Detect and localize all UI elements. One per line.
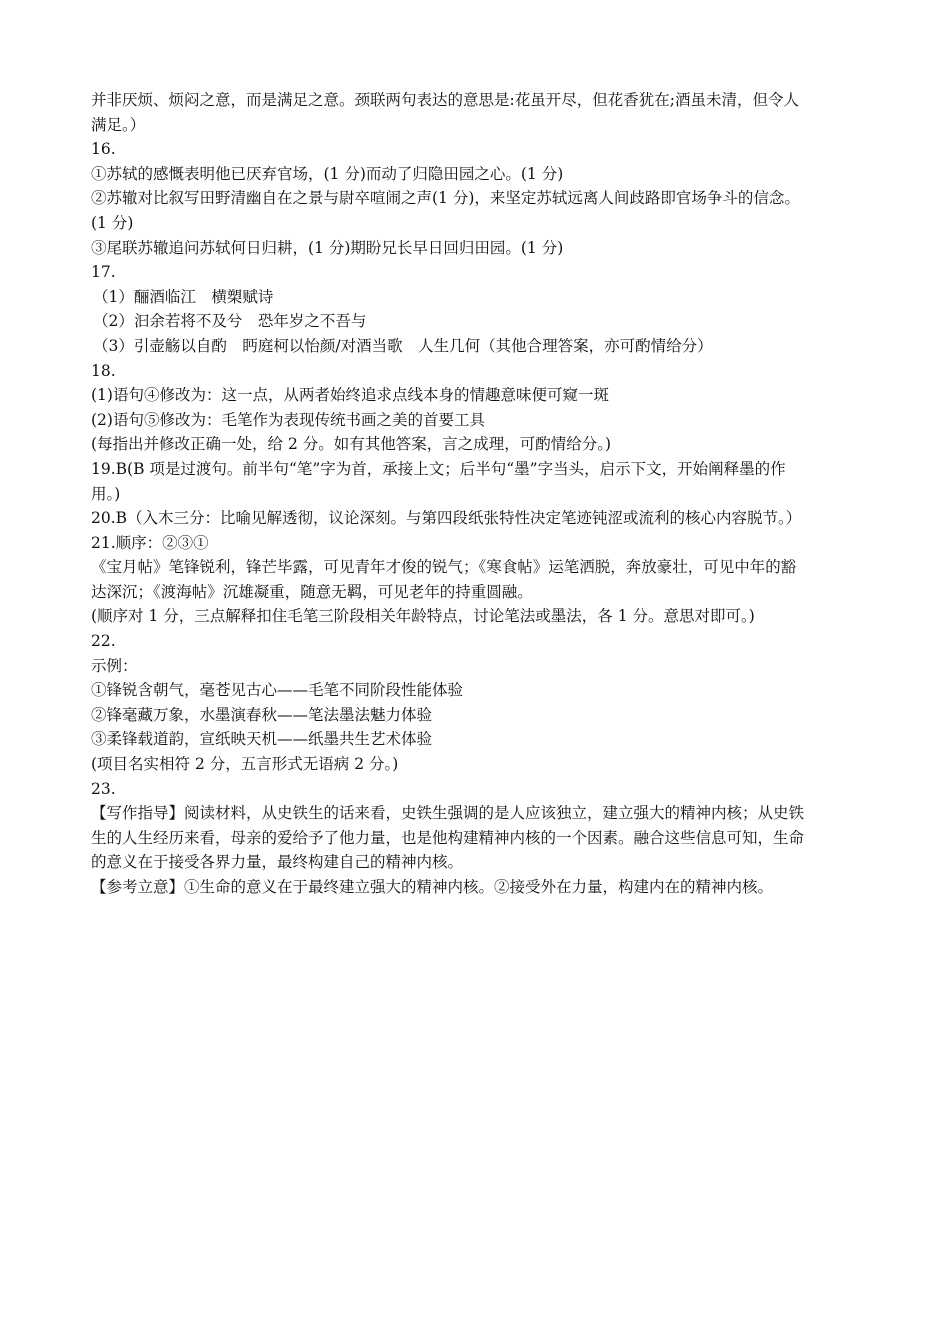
text-line: (1)语句④修改为：这一点，从两者始终追求点线本身的情趣意味便可窥一斑	[91, 386, 609, 405]
text-line: （2）汩余若将不及兮 恐年岁之不吾与	[93, 312, 367, 331]
text-line: 满足。）	[91, 115, 146, 134]
text-line: (1 分)	[91, 213, 134, 232]
text-line: 《宝月帖》笔锋锐利，锋芒毕露，可见青年才俊的锐气；《寒食帖》运笔洒脱，奔放豪壮，可见中年的豁	[91, 558, 797, 577]
question-number: 18.	[91, 361, 116, 380]
text-line: ①锋锐含朝气，毫苍见古心——毛笔不同阶段性能体验	[91, 681, 464, 700]
question-number: 17.	[91, 263, 116, 282]
text-line: (每指出并修改正确一处，给 2 分。如有其他答案，言之成理，可酌情给分。)	[91, 435, 612, 454]
text-line: ②苏辙对比叙写田野清幽自在之景与尉卒喧闹之声(1 分)，来坚定苏轼远离人间歧路即官场争斗的信念。	[91, 189, 800, 208]
text-line: 【写作指导】阅读材料，从史铁生的话来看，史铁生强调的是人应该独立，建立强大的精神内核；从史铁	[91, 804, 805, 823]
text-line: (2)语句⑤修改为：毛笔作为表现传统书画之美的首要工具	[91, 410, 485, 429]
text-line: 20.B（入木三分：比喻见解透彻，议论深刻。与第四段纸张特性决定笔迹钝涩或流利的核心内容脱节。）	[91, 509, 802, 528]
text-line: （1）酾酒临江 横槊赋诗	[93, 287, 274, 306]
text-line: ③尾联苏辙追问苏轼何日归耕，(1 分)期盼兄长早日回归田园。(1 分)	[91, 238, 564, 257]
text-line: 21.顺序：②③①	[91, 533, 209, 552]
text-line: 的意义在于接受各界力量，最终构建自己的精神内核。	[91, 853, 464, 872]
question-number: 22.	[91, 632, 116, 651]
text-line: （3）引壶觞以自酌 眄庭柯以怡颜/对酒当歌 人生几何（其他合理答案，亦可酌情给分）	[93, 336, 713, 355]
text-line: 生的人生经历来看，母亲的爱给予了他力量，也是他构建精神内核的一个因素。融合这些信息可知，生命	[91, 828, 805, 847]
text-line: ②锋毫藏万象，水墨演春秋——笔法墨法魅力体验	[91, 705, 433, 724]
question-number: 23.	[91, 779, 116, 798]
text-line: (项目名实相符 2 分，五言形式无语病 2 分。)	[91, 755, 399, 774]
text-line: (顺序对 1 分，三点解释扣住毛笔三阶段相关年龄特点，讨论笔法或墨法，各 1 分。意思对即可。)	[91, 607, 755, 626]
text-line: ①苏轼的感慨表明他已厌弃官场，(1 分)而动了归隐田园之心。(1 分)	[91, 164, 564, 183]
text-line: 用。)	[91, 484, 121, 503]
text-line: 并非厌烦、烦闷之意，而是满足之意。颈联两句表达的意思是:花虽开尽，但花香犹在;酒虽未清，但令人	[91, 91, 799, 109]
text-line: ③柔锋载道韵，宣纸映天机——纸墨共生艺术体验	[91, 730, 433, 749]
text-line: 达深沉；《渡海帖》沉雄凝重，随意无羁，可见老年的持重圆融。	[91, 582, 533, 601]
question-number: 16.	[91, 140, 116, 159]
answer-document	[91, 88, 861, 900]
text-line: 19.B(B 项是过渡句。前半句“笔”字为首，承接上文；后半句“墨”字当头，启示下文，开始阐释墨的作	[91, 459, 786, 478]
text-line: 【参考立意】①生命的意义在于最终建立强大的精神内核。②接受外在力量，构建内在的精神内核。	[91, 878, 774, 896]
text-line: 示例：	[91, 656, 138, 675]
